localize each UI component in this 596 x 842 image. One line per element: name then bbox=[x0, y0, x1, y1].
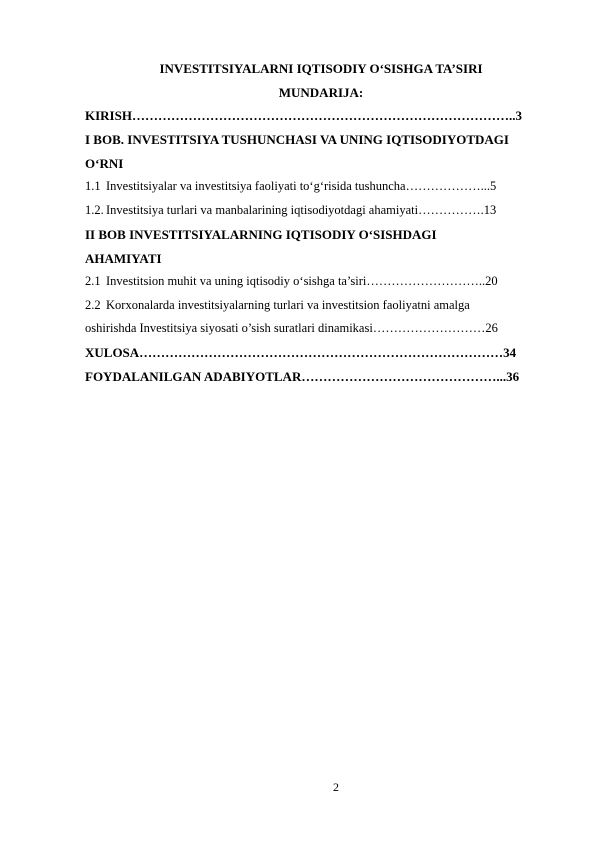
toc-entry-number: 1.2. bbox=[85, 203, 104, 217]
toc-entry-xulosa: XULOSA…………………………………………………………………………34 bbox=[85, 345, 517, 360]
toc-entry-text: Investitsiya turlari va manbalarining iqtisodiyotdagi ahamiyati…………….13 bbox=[106, 203, 497, 217]
toc-chapter-2-line-2: AHAMIYATI bbox=[85, 251, 162, 266]
document-title: INVESTITSIYALARNI IQTISODIY O‘SISHGA TA’SIRI bbox=[159, 61, 483, 76]
toc-entry-number: 1.1 bbox=[85, 179, 101, 193]
toc-entry-text: Korxonalarda investitsiyalarning turlari va investitsion faoliyatni amalga bbox=[106, 298, 470, 312]
toc-entry-2-2-line-2: oshirishda Investitsiya siyosati o’sish suratlari dinamikasi………………………26 bbox=[85, 321, 498, 335]
toc-entry-text: Investitsiyalar va investitsiya faoliyati to‘g‘risida tushuncha………………...5 bbox=[106, 179, 497, 193]
toc-entry-number: 2.1 bbox=[85, 274, 101, 288]
toc-chapter-2-line-1: II BOB INVESTITSIYALARNING IQTISODIY O‘SISHDAGI bbox=[85, 227, 437, 242]
toc-entry-adabiyotlar: FOYDALANILGAN ADABIYOTLAR………………………………………...36 bbox=[85, 369, 520, 384]
toc-chapter-1-line-1: I BOB. INVESTITSIYA TUSHUNCHASI VA UNING IQTISODIYOTDAGI bbox=[85, 132, 509, 147]
toc-entry-number: 2.2 bbox=[85, 298, 101, 312]
toc-entry-2-2-line-1 bbox=[85, 299, 470, 312]
page-number: 2 bbox=[333, 780, 339, 794]
toc-heading: MUNDARIJA: bbox=[278, 85, 364, 100]
toc-entry-2-1 bbox=[85, 275, 498, 288]
toc-entry-kirish: KIRISH……………………………………………………………………………..3 bbox=[85, 108, 522, 123]
toc-chapter-1-line-2: O‘RNI bbox=[85, 156, 124, 171]
toc-entry-1-2 bbox=[85, 204, 496, 217]
toc-entry-text: Investitsion muhit va uning iqtisodiy o‘sishga ta’siri………………………..20 bbox=[106, 274, 498, 288]
toc-entry-1-1 bbox=[85, 180, 496, 193]
